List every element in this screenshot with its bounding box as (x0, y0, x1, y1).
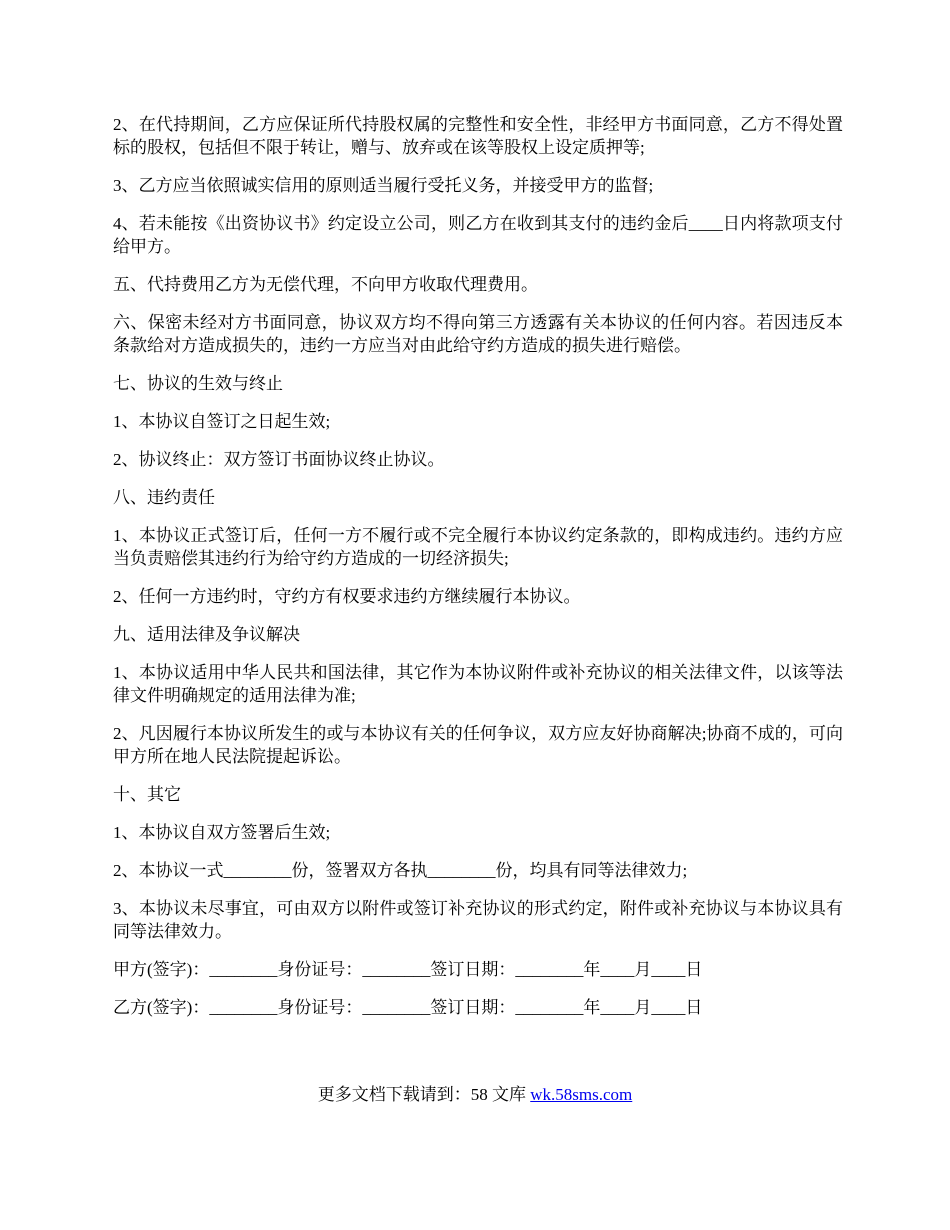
section-heading-effect-termination: 七、协议的生效与终止 (113, 374, 283, 393)
paragraph-other-1: 1、本协议自双方签署后生效; (113, 823, 331, 842)
paragraph-breach-1: 1、本协议正式签订后，任何一方不履行或不完全履行本协议约定条款的，即构成违约。违约方应当负责赔偿其违约行为给守约方造成的一切经济损失; (113, 526, 843, 568)
paragraph-effect-2: 2、协议终止：双方签订书面协议终止协议。 (113, 450, 445, 469)
footer-link[interactable]: wk.58sms.com (530, 1085, 633, 1104)
section-heading-other: 十、其它 (113, 785, 181, 804)
paragraph-clause-2: 2、在代持期间，乙方应保证所代持股权属的完整性和安全性，非经甲方书面同意，乙方不得处置标的股权，包括但不限于转让，赠与、放弃或在该等股权上设定质押等; (113, 115, 843, 157)
section-heading-fees: 五、代持费用乙方为无偿代理，不向甲方收取代理费用。 (113, 275, 538, 294)
paragraph-clause-4: 4、若未能按《出资协议书》约定设立公司，则乙方在收到其支付的违约金后____日内将款项支付给甲方。 (113, 214, 843, 256)
document-body (113, 113, 843, 1034)
section-heading-breach: 八、违约责任 (113, 488, 215, 507)
section-heading-law-dispute: 九、适用法律及争议解决 (113, 625, 300, 644)
footer (0, 1083, 950, 1106)
paragraph-clause-3: 3、乙方应当依照诚实信用的原则适当履行受托义务，并接受甲方的监督; (113, 176, 654, 195)
paragraph-other-3: 3、本协议未尽事宜，可由双方以附件或签订补充协议的形式约定，附件或补充协议与本协议具有同等法律效力。 (113, 899, 843, 941)
paragraph-other-2: 2、本协议一式________份，签署双方各执________份，均具有同等法律效力; (113, 861, 688, 880)
paragraph-law-1: 1、本协议适用中华人民共和国法律，其它作为本协议附件或补充协议的相关法律文件，以该等法律文件明确规定的适用法律为准; (113, 663, 843, 705)
signature-line-party-a: 甲方(签字)：________身份证号：________签订日期：________年____月____日 (113, 960, 703, 979)
signature-line-party-b: 乙方(签字)：________身份证号：________签订日期：________年____月____日 (113, 998, 703, 1017)
paragraph-law-2: 2、凡因履行本协议所发生的或与本协议有关的任何争议，双方应友好协商解决;协商不成的，可向甲方所在地人民法院提起诉讼。 (113, 724, 843, 766)
paragraph-effect-1: 1、本协议自签订之日起生效; (113, 412, 331, 431)
section-heading-confidentiality: 六、保密未经对方书面同意，协议双方均不得向第三方透露有关本协议的任何内容。若因违反本条款给对方造成损失的，违约一方应当对由此给守约方造成的损失进行赔偿。 (113, 313, 843, 355)
footer-text: 更多文档下载请到：58 文库 (317, 1085, 531, 1104)
paragraph-breach-2: 2、任何一方违约时，守约方有权要求违约方继续履行本协议。 (113, 587, 581, 606)
